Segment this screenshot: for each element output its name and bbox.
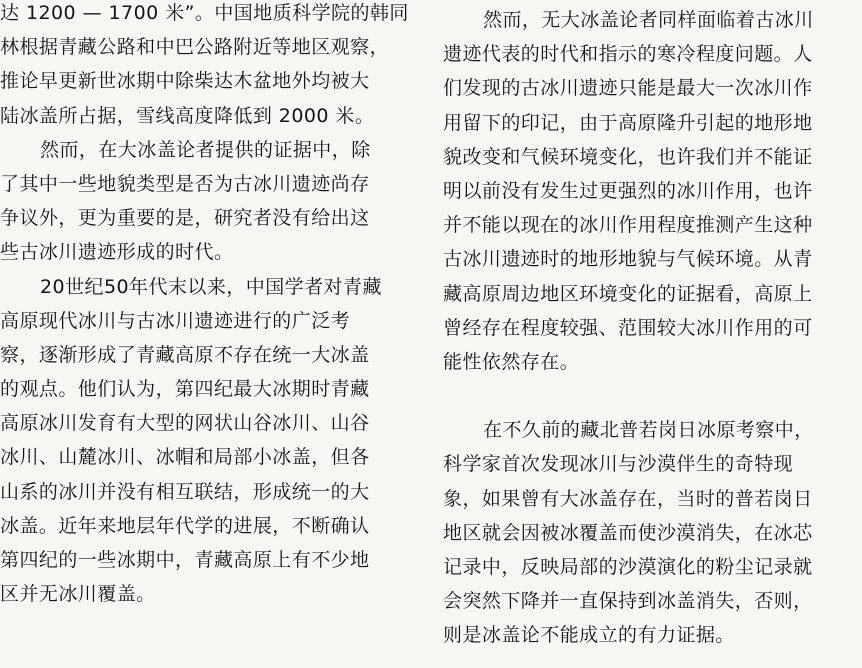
text-line: 貌改变和气候环境变化，也许我们并不能证 bbox=[443, 145, 813, 168]
text-line: 科学家首次发现冰川与沙漠伴生的奇特现 bbox=[443, 453, 794, 476]
text-line: 则是冰盖论不能成立的有力证据。 bbox=[443, 624, 735, 647]
text-line: 些古冰川遗迹形成的时代。 bbox=[0, 241, 234, 264]
text-line: 冰盖。近年来地层年代学的进展，不断确认 bbox=[0, 514, 370, 537]
text-line: 们发现的古冰川遗迹只能是最大一次冰川作 bbox=[443, 77, 813, 100]
text-line: 象，如果曾有大冰盖存在，当时的普若岗日 bbox=[443, 487, 813, 510]
right-text-column bbox=[443, 0, 855, 653]
text-line: 然而，无大冰盖论者同样面临着古冰川 bbox=[483, 9, 814, 31]
text-line: 地区就会因被冰覆盖而使沙漠消失，在冰芯 bbox=[443, 521, 813, 544]
text-line: 区并无冰川覆盖。 bbox=[0, 583, 156, 606]
text-line: 第四纪的一些冰期中，青藏高原上有不少地 bbox=[0, 549, 370, 571]
text-line: 曾经存在程度较强、范围较大冰川作用的可 bbox=[443, 316, 813, 339]
paragraph-gap bbox=[443, 379, 855, 413]
text-line: 记录中，反映局部的沙漠演化的粉尘记录就 bbox=[443, 556, 813, 578]
text-line: 了其中一些地貌类型是否为古冰川遗迹尚存 bbox=[0, 172, 370, 195]
left-text-column bbox=[0, 0, 412, 611]
text-line: 在不久前的藏北普若岗日冰原考察中， bbox=[483, 419, 814, 442]
text-line: 的观点。他们认为，第四纪最大冰期时青藏 bbox=[0, 378, 370, 401]
text-line: 然而，在大冰盖论者提供的证据中，除 bbox=[40, 138, 371, 161]
text-line: 冰川、山麓冰川、冰帽和局部小冰盖，但各 bbox=[0, 446, 370, 469]
text-line: 高原冰川发育有大型的网状山谷冰川、山谷 bbox=[0, 412, 370, 435]
left-column-lines bbox=[0, 0, 412, 611]
text-line: 明以前没有发生过更强烈的冰川作用，也许 bbox=[443, 179, 813, 202]
text-line: 推论早更新世冰期中除柴达木盆地外均被大 bbox=[0, 70, 370, 93]
text-line: 高原现代冰川与古冰川遗迹进行的广泛考 bbox=[0, 309, 351, 332]
text-line: 遗迹代表的时代和指示的寒冷程度问题。人 bbox=[443, 43, 813, 66]
text-line: 古冰川遗迹时的地形地貌与气候环境。从青 bbox=[443, 248, 813, 271]
right-column-lines bbox=[443, 3, 855, 653]
text-line: 用留下的印记，由于高原隆升引起的地形地 bbox=[443, 111, 813, 134]
text-line: 会突然下降并一直保持到冰盖消失，否则， bbox=[443, 590, 813, 613]
text-line: 林根据青藏公路和中巴公路附近等地区观察， bbox=[0, 36, 390, 59]
text-line: 陆冰盖所占据，雪线高度降低到 2000 米。 bbox=[0, 104, 375, 127]
text-line: 能性依然存在。 bbox=[443, 350, 580, 373]
text-line: 山系的冰川并没有相互联结，形成统一的大 bbox=[0, 480, 370, 503]
text-line: 争议外，更为重要的是，研究者没有给出这 bbox=[0, 207, 370, 230]
text-line: 藏高原周边地区环境变化的证据看，高原上 bbox=[443, 282, 813, 305]
text-line: 察，逐渐形成了青藏高原不存在统一大冰盖 bbox=[0, 343, 370, 366]
text-line: 达 1200 — 1700 米”。中国地质科学院的韩同 bbox=[0, 2, 409, 24]
text-line: 并不能以现在的冰川作用程度推测产生这种 bbox=[443, 214, 813, 237]
text-line: 20世纪50年代末以来，中国学者对青藏 bbox=[40, 275, 382, 298]
